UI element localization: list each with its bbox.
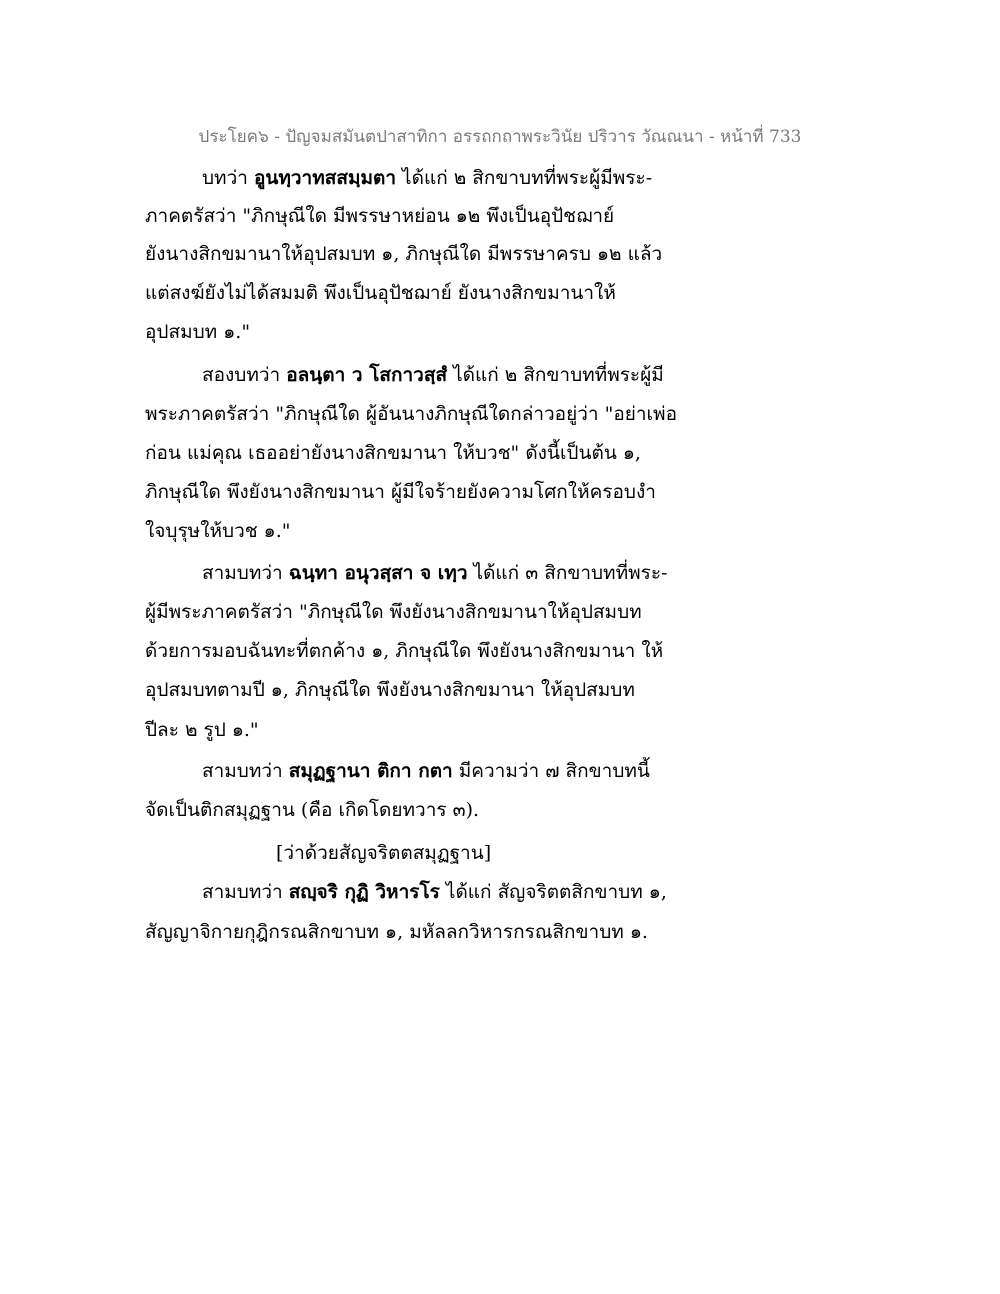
text-run: สามบทว่า xyxy=(202,760,289,782)
text-run: บทว่า xyxy=(202,167,254,189)
paragraph-2-line-5: ใจบุรุษให้บวช ๑." xyxy=(145,520,291,542)
text-run: ได้แก่ ๓ สิกขาบทที่พระ- xyxy=(467,562,668,584)
pali-term: อลนฺตา ว โสกาวสฺสํ xyxy=(286,364,448,386)
text-run: สามบทว่า xyxy=(202,562,289,584)
paragraph-4-line-2: จัดเป็นติกสมุฏฐาน (คือ เกิดโดยทวาร ๓). xyxy=(145,799,480,821)
pali-term: สญฺจริ กุฏิ วิหารโร xyxy=(288,881,440,903)
paragraph-3-line-1 xyxy=(202,559,667,587)
paragraph-3-line-5: ปีละ ๒ รูป ๑." xyxy=(145,719,259,741)
pali-term: อูนทฺวาทสสมฺมตา xyxy=(253,167,397,189)
paragraph-1-line-4: แต่สงฆ์ยังไม่ได้สมมติ พึงเป็นอุปัชฌาย์ ยังนางสิกขมานาให้ xyxy=(145,282,616,304)
text-run: สามบทว่า xyxy=(202,881,289,903)
paragraph-2-line-1 xyxy=(202,361,664,389)
paragraph-3-line-4: อุปสมบทตามปี ๑, ภิกษุณีใด พึงยังนางสิกขมานา ให้อุปสมบท xyxy=(145,679,635,701)
paragraph-4-line-1 xyxy=(202,757,650,785)
paragraph-1-line-2: ภาคตรัสว่า "ภิกษุณีใด มีพรรษาหย่อน ๑๒ พึงเป็นอุปัชฌาย์ xyxy=(145,205,615,227)
paragraph-1-line-1 xyxy=(202,164,652,192)
section-heading: [ว่าด้วยสัญจริตตสมุฏฐาน] xyxy=(276,842,492,864)
paragraph-1-line-3: ยังนางสิกขมานาให้อุปสมบท ๑, ภิกษุณีใด มีพรรษาครบ ๑๒ แล้ว xyxy=(145,243,663,265)
text-run: ได้แก่ ๒ สิกขาบทที่พระผู้มีพระ- xyxy=(396,167,653,189)
paragraph-2-line-2: พระภาคตรัสว่า "ภิกษุณีใด ผู้อันนางภิกษุณีใดกล่าวอยู่ว่า "อย่าเพ่อ xyxy=(145,403,677,425)
paragraph-2-line-3: ก่อน แม่คุณ เธออย่ายังนางสิกขมานา ให้บวช" ดังนี้เป็นต้น ๑, xyxy=(145,442,641,464)
paragraph-3-line-3: ด้วยการมอบฉันทะที่ตกค้าง ๑, ภิกษุณีใด พึงยังนางสิกขมานา ให้ xyxy=(145,640,664,662)
text-run: ได้แก่ ๒ สิกขาบทที่พระผู้มี xyxy=(447,364,664,386)
page-header: ประโยค๖ - ปัญจมสมันตปาสาทิกา อรรถกถาพระวินัย ปริวาร วัณณนา - หน้าที่ 733 xyxy=(198,127,802,147)
paragraph-5-line-1 xyxy=(202,878,667,906)
pali-term: สมุฏฐานา ติกา กตา xyxy=(288,760,453,782)
paragraph-1-line-5: อุปสมบท ๑." xyxy=(145,321,251,343)
text-run: สองบทว่า xyxy=(202,364,287,386)
text-run: ได้แก่ สัญจริตตสิกขาบท ๑, xyxy=(439,881,667,903)
paragraph-5-line-2: สัญญาจิกายกุฎิกรณสิกขาบท ๑, มหัลลกวิหารกรณสิกขาบท ๑. xyxy=(145,921,648,943)
text-run: มีความว่า ๗ สิกขาบทนี้ xyxy=(452,760,650,782)
pali-term: ฉนฺทา อนุวสฺสา จ เทฺว xyxy=(288,562,468,584)
paragraph-2-line-4: ภิกษุณีใด พึงยังนางสิกขมานา ผู้มีใจร้ายยังความโศกให้ครอบงำ xyxy=(145,481,656,503)
paragraph-3-line-2: ผู้มีพระภาคตรัสว่า "ภิกษุณีใด พึงยังนางสิกขมานาให้อุปสมบท xyxy=(145,601,642,623)
